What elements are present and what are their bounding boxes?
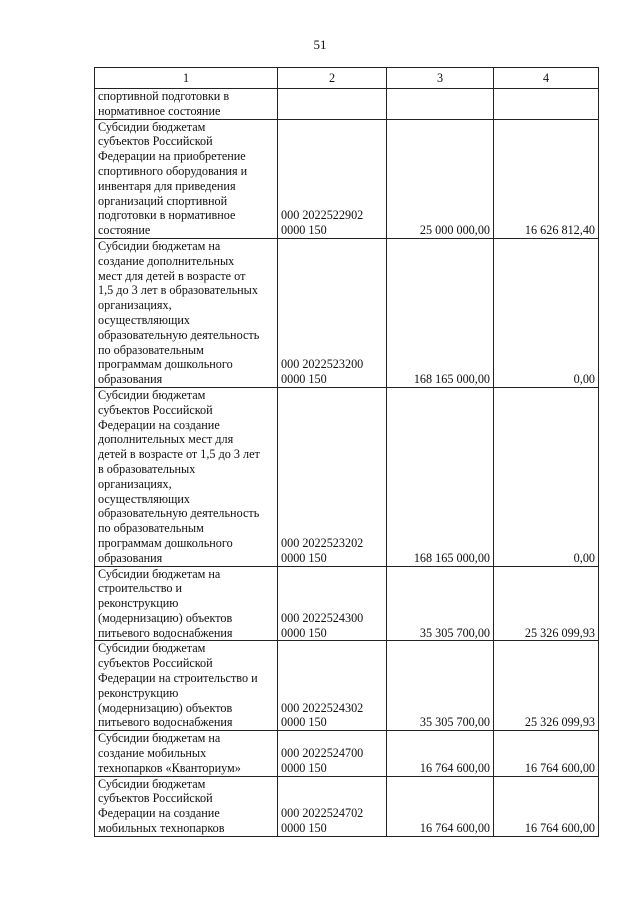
row-name-cell [95, 238, 278, 387]
row-actual-amount [494, 89, 599, 120]
row-actual-amount: 16 764 600,00 [494, 776, 599, 836]
row-name: Субсидии бюджетам субъектов Российской Федерации на строительство и реконструкцию (модернизацию) объектов питьевого водоснабжения [98, 641, 258, 730]
row-name-cell [95, 387, 278, 566]
table-header-row [95, 68, 599, 89]
row-code [278, 89, 387, 120]
row-name: Субсидии бюджетам на строительство и реконструкцию (модернизацию) объектов питьевого водоснабжения [98, 566, 233, 640]
row-plan-amount: 35 305 700,00 [387, 641, 494, 731]
row-name-cell [95, 641, 278, 731]
row-name: Субсидии бюджетам субъектов Российской Федерации на создание мобильных технопарков [98, 776, 225, 836]
row-actual-amount: 25 326 099,93 [494, 566, 599, 641]
table-row [95, 89, 599, 120]
table-row [95, 641, 599, 731]
row-code: 000 2022524300 0000 150 [278, 566, 387, 641]
page-number: 51 [313, 37, 327, 52]
row-actual-amount: 16 764 600,00 [494, 731, 599, 776]
row-name: Субсидии бюджетам субъектов Российской Федерации на приобретение спортивного оборудования и инвентаря для приведения организаций спортивной подготовки в нормативное состояние [98, 119, 248, 238]
row-name: Субсидии бюджетам на создание мобильных технопарков «Кванториум» [98, 731, 241, 775]
row-name: Субсидии бюджетам на создание дополнительных мест для детей в возрасте от 1,5 до 3 лет в образовательных организациях, осуществляющих образовательную деятельность по образовательным программам дошкольного образования [98, 238, 260, 387]
row-plan-amount [387, 89, 494, 120]
row-name: спортивной подготовки в нормативное состояние [98, 89, 230, 118]
row-code: 000 2022524702 0000 150 [278, 776, 387, 836]
row-code: 000 2022523202 0000 150 [278, 387, 387, 566]
column-header: 3 [387, 68, 494, 89]
table-row [95, 238, 599, 387]
table-row [95, 119, 599, 238]
table-row [95, 387, 599, 566]
row-code: 000 2022522902 0000 150 [278, 119, 387, 238]
row-plan-amount: 16 764 600,00 [387, 776, 494, 836]
row-plan-amount: 168 165 000,00 [387, 238, 494, 387]
row-actual-amount: 25 326 099,93 [494, 641, 599, 731]
row-name-cell [95, 776, 278, 836]
row-name: Субсидии бюджетам субъектов Российской Федерации на создание дополнительных мест для детей в возрасте от 1,5 до 3 лет в образовательных организациях, осуществляющих образовательную деятельность по образовательным программам дошкольного образования [98, 387, 260, 565]
row-name-cell [95, 89, 278, 120]
row-actual-amount: 16 626 812,40 [494, 119, 599, 238]
row-actual-amount: 0,00 [494, 387, 599, 566]
budget-table [94, 67, 599, 837]
row-code: 000 2022523200 0000 150 [278, 238, 387, 387]
row-name-cell [95, 566, 278, 641]
row-name-cell [95, 119, 278, 238]
row-plan-amount: 25 000 000,00 [387, 119, 494, 238]
column-header: 2 [278, 68, 387, 89]
row-plan-amount: 168 165 000,00 [387, 387, 494, 566]
column-header: 4 [494, 68, 599, 89]
table-row [95, 731, 599, 776]
column-header: 1 [95, 68, 278, 89]
row-plan-amount: 35 305 700,00 [387, 566, 494, 641]
table-row [95, 776, 599, 836]
row-code: 000 2022524700 0000 150 [278, 731, 387, 776]
row-code: 000 2022524302 0000 150 [278, 641, 387, 731]
table-row [95, 566, 599, 641]
row-actual-amount: 0,00 [494, 238, 599, 387]
row-name-cell [95, 731, 278, 776]
row-plan-amount: 16 764 600,00 [387, 731, 494, 776]
